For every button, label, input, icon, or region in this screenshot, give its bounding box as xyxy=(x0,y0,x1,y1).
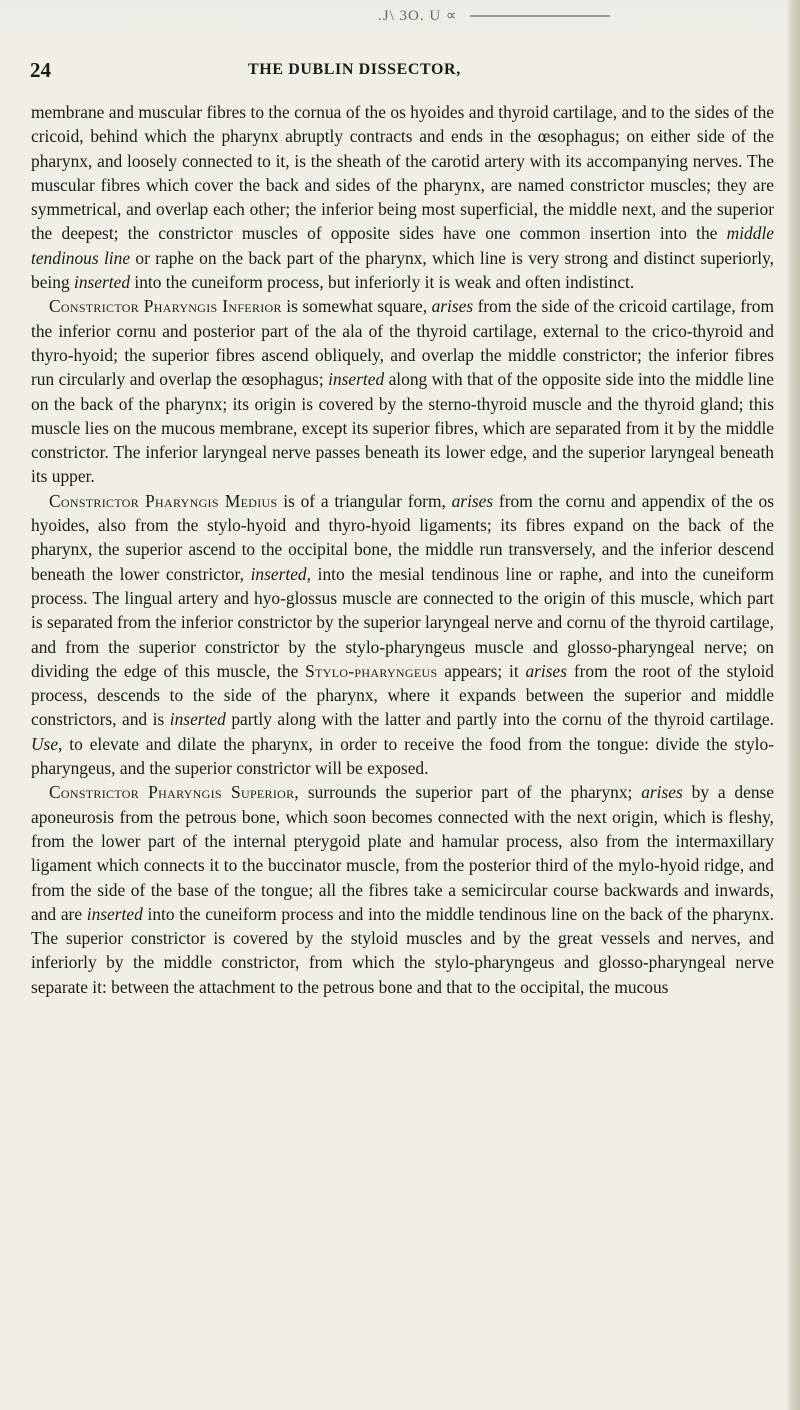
paragraph-constrictor-inferior xyxy=(31,294,774,488)
text-run: is somewhat square, xyxy=(281,296,432,317)
text-run: along with that of the opposite side into the middle line on the back of the pharynx; its origin is covered by the sterno-thyroid muscle and the thyroid gland; this muscle lies on the mucous membrane, except its superior fibres, which are separated from it by the middle constrictor. The inferior laryngeal nerve passes beneath its lower edge, and the superior laryngeal beneath its upper. xyxy=(31,369,775,487)
italic-term: Use, xyxy=(31,733,63,754)
bleed-through-text: .J\ 3O. U ∝ xyxy=(378,8,458,24)
text-run: or raphe on the back part of the pharynx, which line is very strong and distinct superiorly, being xyxy=(31,247,774,293)
italic-term: arises xyxy=(451,490,494,511)
text-run: surrounds the superior part of the pharynx; xyxy=(299,782,642,803)
text-run: from the root of the styloid process, descends to the side of the pharynx, where it expands between the superior and middle constrictors, and is xyxy=(31,660,774,730)
italic-term: inserted xyxy=(73,272,131,293)
bleed-through-rule xyxy=(470,15,610,17)
italic-term: arises xyxy=(641,782,683,803)
text-run: to elevate and dilate the pharynx, in order to receive the food from the tongue: divide the stylo-pharyngeus, and the superior constrictor will be exposed. xyxy=(31,733,774,779)
paragraph-1 xyxy=(31,100,774,294)
text-run: is of a triangular form, xyxy=(277,490,452,511)
paragraph-constrictor-medius xyxy=(31,489,774,781)
text-run: by a dense aponeurosis from the petrous bone, which soon becomes connected with the next origin, which is fleshy, from the lower part of the internal pterygoid plate and hamular process, also from the intermaxillary ligament which connects it to the buccinator muscle, from the posterior third of the mylo-hyoid ridge, and from the side of the base of the tongue; all the fibres take a semicircular course backwards and inwards, and are xyxy=(31,782,775,924)
muscle-heading: Stylo-pharyngeus xyxy=(305,660,438,681)
paragraph-constrictor-superior xyxy=(31,780,774,999)
page-number: 24 xyxy=(30,58,51,82)
page-header xyxy=(30,58,770,88)
muscle-heading: Constrictor Pharyngis Superior, xyxy=(49,782,300,803)
italic-term: inserted, xyxy=(250,563,311,584)
text-run: membrane and muscular fibres to the cornua of the os hyoides and thyroid cartilage, and to the sides of the cricoid, behind which the pharynx abruptly contracts and ends in the œsophagus; on either side of the pharynx, and loosely connected to it, is the sheath of the carotid artery with its accompanying nerves. The muscular fibres which cover the back and sides of the pharynx, are named constrictor muscles; they are symmetrical, and overlap each other; the inferior being most superficial, the middle next, and the superior the deepest; the constrictor muscles of opposite sides have one common insertion into the xyxy=(31,102,774,244)
body-text xyxy=(31,100,774,999)
italic-term: inserted xyxy=(86,903,143,924)
muscle-heading: Constrictor Pharyngis Inferior xyxy=(49,296,282,317)
italic-term: middle tendinous line xyxy=(31,223,774,268)
italic-term: inserted xyxy=(169,709,226,730)
italic-term: inserted xyxy=(328,369,385,390)
text-run: appears; it xyxy=(437,660,526,681)
italic-term: arises xyxy=(431,296,474,317)
muscle-heading: Constrictor Pharyngis Medius xyxy=(49,490,278,511)
text-run: from the side of the cricoid cartilage, from the inferior cornu and posterior part of the ala of the thyroid cartilage, external to the crico-thyroid and thyro-hyoid; the superior fibres ascend obliquely, and overlap the middle constrictor; the inferior fibres run circularly and overlap the œsophagus; xyxy=(31,296,774,390)
text-run: into the mesial tendinous line or raphe, and into the cuneiform process. The lingual artery and hyo-glossus muscle are connected to the origin of this muscle, which part is separated from the inferior constrictor by the superior laryngeal nerve and cornu of the thyroid cartilage, and from the superior constrictor by the stylo-pharyngeus muscle and glosso-pharyngeal nerve; on dividing the edge of this muscle, the xyxy=(31,563,774,681)
text-run: into the cuneiform process, but inferiorly it is weak and often indistinct. xyxy=(130,272,635,293)
text-run: into the cuneiform process and into the middle tendinous line on the back of the pharynx. The superior constrictor is covered by the styloid muscles and by the great vessels and nerves, and inferiorly by the middle constrictor, from which the stylo-pharyngeus and glosso-pharyngeal nerve separate it: between the attachment to the petrous bone and that to the occipital, the mucous xyxy=(31,903,774,997)
running-head: THE DUBLIN DISSECTOR, xyxy=(248,61,461,78)
page-edge-shadow xyxy=(786,0,800,1410)
text-run: partly along with the latter and partly into the cornu of the thyroid cartilage. xyxy=(225,709,774,730)
text-run: from the cornu and appendix of the os hyoides, also from the stylo-hyoid and thyro-hyoid ligaments; its fibres expand on the back of the pharynx, the superior ascend to the occipital bone, the middle run transversely, and the inferior descend beneath the lower constrictor, xyxy=(31,490,774,584)
italic-term: arises xyxy=(525,660,568,681)
